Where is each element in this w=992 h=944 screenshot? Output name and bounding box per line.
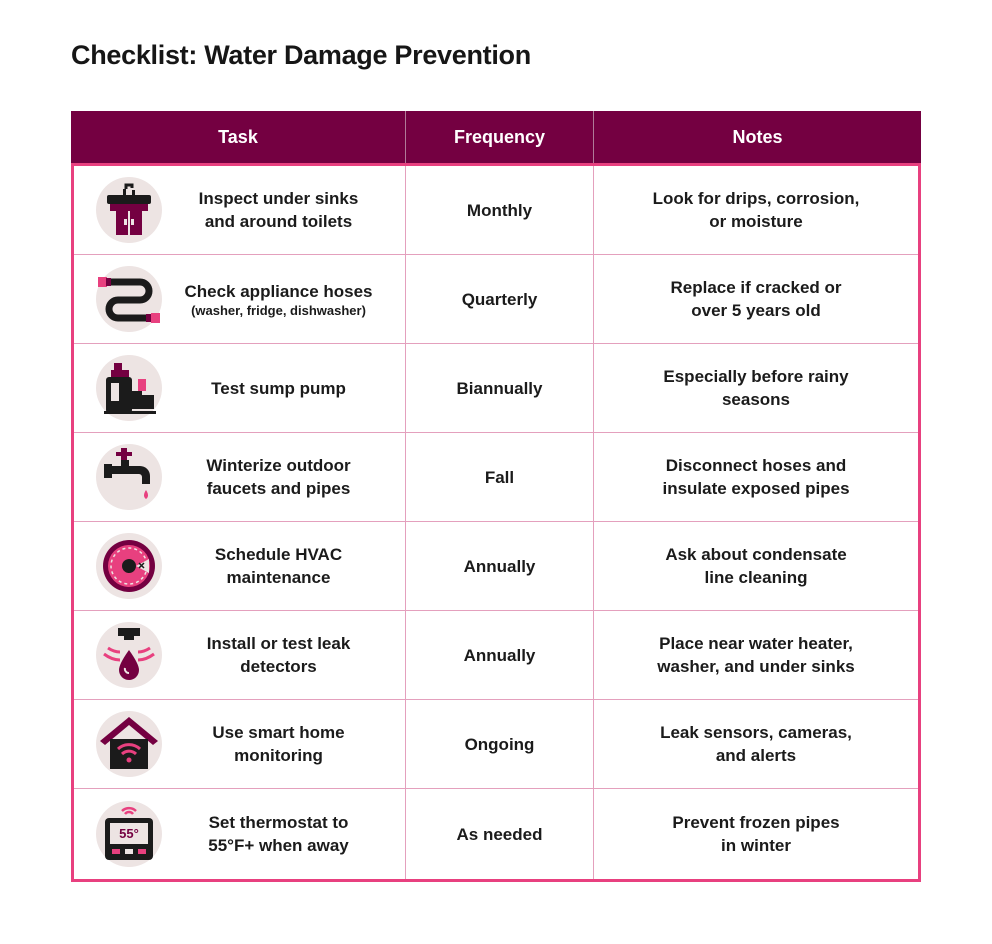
notes-cell — [594, 611, 918, 699]
task-cell — [74, 433, 406, 521]
notes-text: Ask about condensate line cleaning — [665, 545, 847, 587]
frequency-cell: Quarterly — [406, 255, 594, 343]
notes-text: Replace if cracked or over 5 years old — [670, 278, 842, 320]
task-cell — [74, 611, 406, 699]
notes-text: Place near water heater, washer, and under sinks — [657, 634, 855, 676]
page-title: Checklist: Water Damage Prevention — [71, 40, 531, 70]
notes-cell — [594, 166, 918, 254]
frequency-cell: Monthly — [406, 166, 594, 254]
sink-icon — [96, 177, 162, 243]
sump-pump-icon — [96, 355, 162, 421]
notes-cell — [594, 433, 918, 521]
faucet-icon — [96, 444, 162, 510]
notes-cell — [594, 789, 918, 879]
table-row — [74, 789, 918, 879]
notes-text: Look for drips, corrosion, or moisture — [652, 189, 860, 231]
notes-cell — [594, 522, 918, 610]
task-text: Schedule HVAC maintenance — [214, 545, 343, 587]
hvac-fan-icon — [96, 533, 162, 599]
notes-cell — [594, 700, 918, 788]
frequency-cell: Annually — [406, 522, 594, 610]
frequency-cell: Annually — [406, 611, 594, 699]
task-text: Test sump pump — [211, 378, 346, 398]
table-row — [74, 255, 918, 344]
table-body — [71, 166, 921, 882]
task-text: Winterize outdoor faucets and pipes — [206, 456, 351, 498]
task-text: Check appliance hoses — [184, 281, 373, 301]
header-task: Task — [71, 111, 406, 163]
frequency-cell: As needed — [406, 789, 594, 879]
table-row — [74, 611, 918, 700]
notes-text: Especially before rainy seasons — [663, 367, 849, 409]
table-row — [74, 433, 918, 522]
thermostat-display: 55° — [119, 826, 139, 841]
notes-cell — [594, 344, 918, 432]
frequency-cell: Biannually — [406, 344, 594, 432]
table-row — [74, 522, 918, 611]
hose-icon — [96, 266, 162, 332]
checklist-table — [71, 111, 921, 882]
header-frequency: Frequency — [406, 111, 594, 163]
table-row — [74, 700, 918, 789]
task-cell — [74, 255, 406, 343]
notes-text: Disconnect hoses and insulate exposed pipes — [662, 456, 850, 498]
leak-detector-icon — [96, 622, 162, 688]
smart-home-icon — [96, 711, 162, 777]
task-text: Inspect under sinks and around toilets — [198, 189, 359, 231]
task-cell — [74, 789, 406, 879]
task-cell — [74, 522, 406, 610]
notes-text: Prevent frozen pipes in winter — [672, 813, 840, 855]
table-row — [74, 344, 918, 433]
task-cell — [74, 700, 406, 788]
task-cell — [74, 166, 406, 254]
notes-text: Leak sensors, cameras, and alerts — [660, 723, 852, 765]
frequency-cell: Ongoing — [406, 700, 594, 788]
task-cell — [74, 344, 406, 432]
table-row — [74, 166, 918, 255]
task-text: Set thermostat to 55°F+ when away — [208, 813, 349, 855]
frequency-cell: Fall — [406, 433, 594, 521]
task-text: Use smart home monitoring — [212, 723, 345, 765]
table-header — [71, 111, 921, 163]
header-notes: Notes — [732, 126, 783, 147]
task-subtext: (washer, fridge, dishwasher) — [191, 302, 366, 318]
notes-cell — [594, 255, 918, 343]
task-text: Install or test leak detectors — [206, 634, 351, 676]
thermostat-icon — [96, 801, 162, 867]
